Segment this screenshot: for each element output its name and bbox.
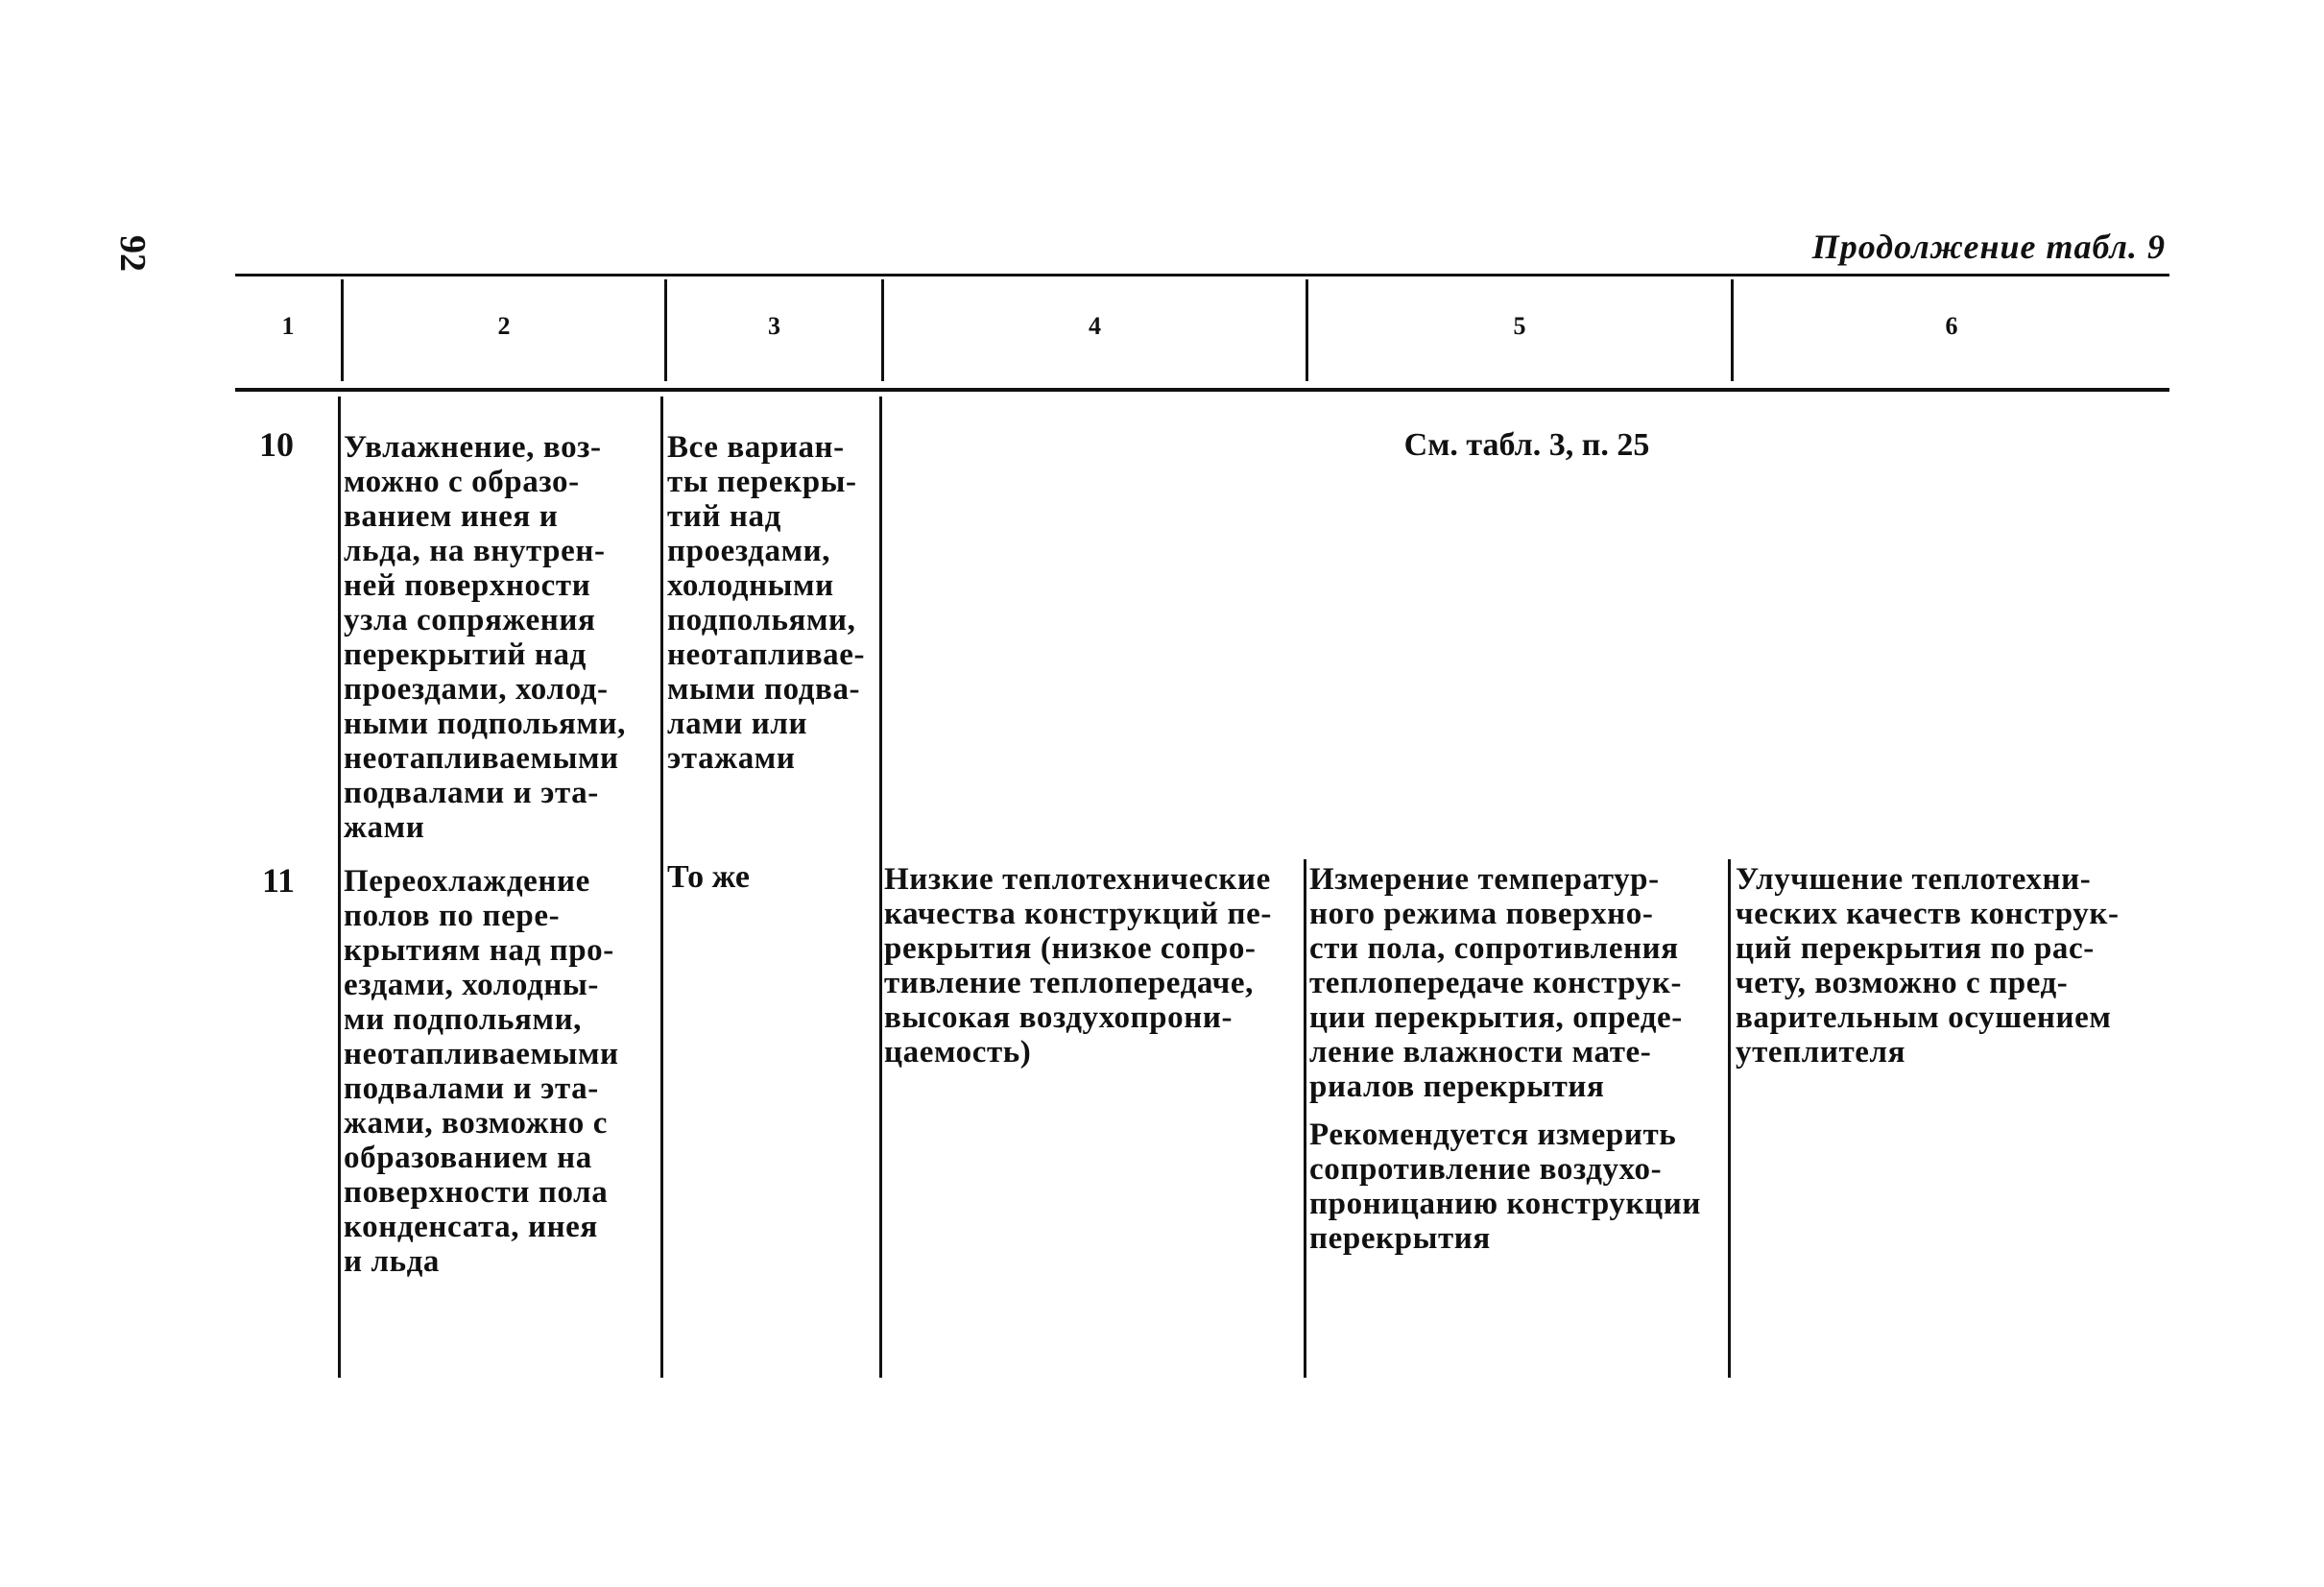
body-divider bbox=[879, 397, 882, 1378]
inspection-method: Измерение температур- ного режима поверхно- сти пола, сопротивления теплопередаче конструк- ции перекрытия, опреде- ление влажности мате- риалов перекрытия bbox=[1309, 862, 1683, 1104]
table-caption: Продолжение табл. 9 bbox=[1811, 228, 2166, 266]
column-header-3: 3 bbox=[768, 312, 780, 340]
row-number: 11 bbox=[262, 861, 296, 900]
defect-description: Переохлаждение полов по пере- крытиям над про- ездами, холодны- ми подпольями, неотапливаемыми подвалами и эта- жами, возможно с образованием на поверхности пола конденсата, инея и льда bbox=[344, 864, 619, 1279]
column-header-1: 1 bbox=[281, 312, 295, 340]
body-divider bbox=[338, 397, 341, 1378]
row-number: 10 bbox=[259, 425, 294, 464]
merged-reference: См. табл. 3, п. 25 bbox=[1403, 427, 1650, 463]
column-header-6: 6 bbox=[1945, 312, 1958, 340]
column-header-2: 2 bbox=[497, 312, 511, 340]
body-divider bbox=[660, 397, 663, 1378]
table-top-rule bbox=[235, 274, 2169, 277]
remedy: Улучшение теплотехни- ческих качеств конструк- ций перекрытия по рас- чету, возможно с пред- варительным осушением утеплителя bbox=[1736, 862, 2120, 1070]
column-header-5: 5 bbox=[1513, 312, 1526, 340]
structure-scope: Все вариан- ты перекры- тий над проездами, холодными подпольями, неотапливае- мыми подва- лами или этажами bbox=[667, 430, 866, 776]
column-header-4: 4 bbox=[1089, 312, 1101, 340]
page-number: 92 bbox=[112, 235, 153, 272]
inspection-recommendation: Рекомендуется измерить сопротивление воздухо- проницанию конструкции перекрытия bbox=[1309, 1118, 1701, 1256]
body-divider bbox=[1728, 859, 1731, 1378]
defect-cause: Низкие теплотехнические качества конструкций пе- рекрытия (низкое сопро- тивление теплопередаче, высокая воздухопрони- цаемость) bbox=[884, 862, 1272, 1070]
defect-description: Увлажнение, воз- можно с образо- ванием инея и льда, на внутрен- ней поверхности узла сопряжения перекрытий над проездами, холод- ными подпольями, неотапливаемыми подвалами и эта- жами bbox=[344, 430, 627, 845]
header-bottom-rule bbox=[235, 388, 2169, 392]
structure-scope: То же bbox=[667, 859, 750, 895]
body-divider bbox=[1304, 859, 1306, 1378]
